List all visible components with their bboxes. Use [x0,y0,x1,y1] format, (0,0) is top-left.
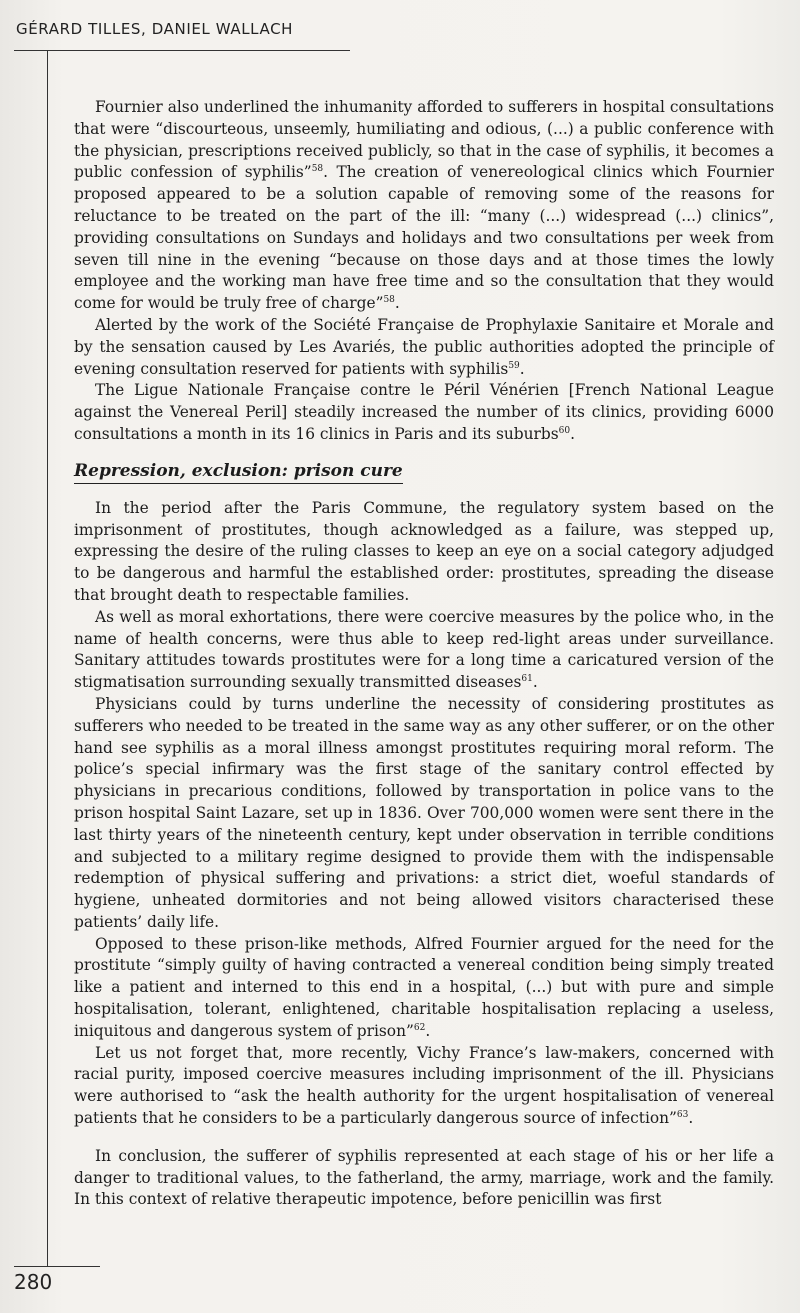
paragraph: As well as moral exhortations, there were coercive measures by the police who, in the name of health concerns, were thus able to keep red-light areas under surveillance. Sanitary attitudes towards prostitutes were for a long time a caricatured version of the stigmatisation surrounding sexually transmitted diseases$^{61}$. [74,607,774,692]
paragraph: Alerted by the work of the Société Française de Prophylaxie Sanitaire et Morale and by the sensation caused by Les Avariés, the public authorities adopted the principle of evening consultation reserved for patients with syphilis$^{59}$. [74,315,774,378]
paragraph: Physicians could by turns underline the necessity of considering prostitutes as sufferers who needed to be treated in the same way as any other sufferer, or on the other hand see syphilis as a moral illness amongst prostitutes requiring moral reform. The police’s special infirmary was the first stage of the sanitary control effected by physicians in precarious conditions, followed by transportation in police vans to the prison hospital Saint Lazare, set up in 1836. Over 700,000 women were sent there in the last thirty years of the nineteenth century, kept under observation in terrible conditions and subjected to a military regime designed to provide them with the indispensable redemption of physical suffering and privations: a strict diet, woeful standards of hygiene, unheated dormitories and not being allowed visitors characterised these patients’ daily life. [74,694,774,931]
page-number: 280 [14,1270,53,1294]
paragraph: In the period after the Paris Commune, the regulatory system based on the imprisonment of prostitutes, though acknowledged as a failure, was stepped up, expressing the desire of the ruling classes to keep an eye on a social category adjudged to be dangerous and harmful the established order: prostitutes, spreading the disease that brought death to respectable families. [74,498,774,604]
paragraph: Fournier also underlined the inhumanity afforded to sufferers in hospital consultations that were “discourteous, unseemly, humiliating and odious, (...) a public conference with the physician, prescriptions received publicly, so that in the case of syphilis, it becomes a public confession of syphilis”$^{58}$. The creation of venereological clinics which Fournier proposed appeared to be a solution capable of removing some of the reasons for reluctance to be treated on the part of the ill: “many (...) widespread (...) clinics”, providing consultations on Sundays and holidays and two consultations per week from seven till nine in the evening “because on those days and at those times the lowly employee and the working man have free time and so the consultation that they would come for would be truly free of charge”$^{58}$. [74,98,774,313]
paragraph: Opposed to these prison-like methods, Alfred Fournier argued for the need for the prostitute “simply guilty of having contracted a venereal condition being simply treated like a patient and interned to this end in a hospital, (...) but with pure and simple hospitalisation, tolerant, enlightened, charitable hospitalisation replacing a useless, iniquitous and dangerous system of prison”$^{62}$. [74,934,774,1040]
body-text [74,97,774,1211]
margin-rule [47,50,48,1266]
section-heading: Repression, exclusion: prison cure [74,460,403,484]
footer-rule [14,1266,100,1267]
header-rule [14,50,350,51]
paragraph: Let us not forget that, more recently, Vichy France’s law-makers, concerned with racial purity, imposed coercive measures including imprisonment of the ill. Physicians were authorised to “ask the health authority for the urgent hospitalisation of venereal patients that he considers to be a particularly dangerous source of infection”$^{63}$. [74,1043,774,1128]
conclusion-paragraph: In conclusion, the sufferer of syphilis represented at each stage of his or her life a danger to traditional values, to the fatherland, the army, marriage, work and the family. In this context of relative therapeutic impotence, before penicillin was first [74,1146,774,1209]
running-header: GÉRARD TILLES, DANIEL WALLACH [16,20,294,38]
paragraph: The Ligue Nationale Française contre le Péril Vénérien [French National League against the Venereal Peril] steadily increased the number of its clinics, providing 6000 consultations a month in its 16 clinics in Paris and its suburbs$^{60}$. [74,381,774,443]
